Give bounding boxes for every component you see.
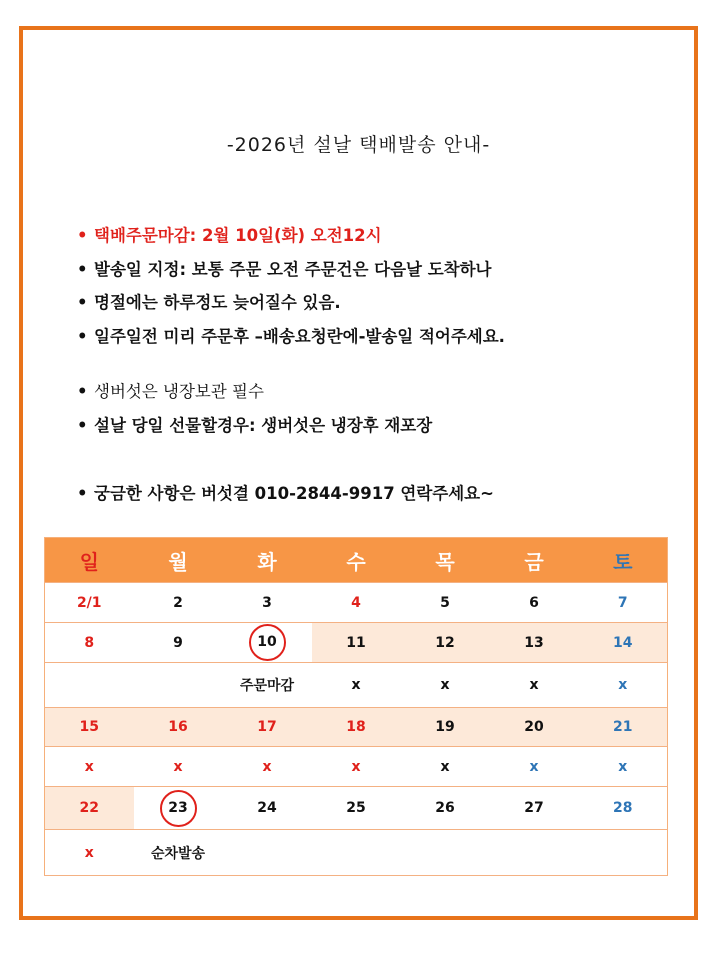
status-cell: x (490, 747, 579, 787)
status-cell: x (45, 747, 134, 787)
status-cell (579, 830, 668, 876)
date-cell: 4 (312, 583, 401, 623)
status-cell (45, 663, 134, 708)
status-cell (490, 830, 579, 876)
february-calendar (44, 537, 668, 876)
date-cell: 7 (579, 583, 668, 623)
notice-title: -2026년 설날 택배발송 안내- (226, 134, 491, 156)
weekday-wed: 수 (312, 538, 401, 583)
status-cell (134, 663, 223, 708)
status-cell (312, 830, 401, 876)
date-cell: 5 (401, 583, 490, 623)
date-cell: 18 (312, 708, 401, 747)
holiday-delay-note: • 명절에는 하루정도 늦어질수 있음. (77, 292, 341, 314)
shipping-start-circle-marker: 23 (160, 790, 197, 827)
date-cell: 2/1 (45, 583, 134, 623)
date-cell: 12 (401, 623, 490, 663)
status-cell: x (401, 663, 490, 708)
date-cell: 3 (223, 583, 312, 623)
date-cell: 28 (579, 787, 668, 830)
date-cell: 15 (45, 708, 134, 747)
deadline-date-cell (223, 623, 312, 663)
status-cell (401, 830, 490, 876)
status-cell: x (312, 747, 401, 787)
date-cell: 22 (45, 787, 134, 830)
refrigeration-note: • 생버섯은 냉장보관 필수 (77, 381, 264, 403)
week-1-row (45, 583, 668, 623)
date-cell: 2 (134, 583, 223, 623)
status-cell: x (134, 747, 223, 787)
weekday-header-row (45, 538, 668, 583)
weekday-thu: 목 (401, 538, 490, 583)
gift-note: • 설날 당일 선물할경우: 생버섯은 냉장후 재포장 (77, 415, 432, 437)
week-2-row (45, 623, 668, 663)
weekday-tue: 화 (223, 538, 312, 583)
contact-note: • 궁금한 사항은 버섯결 010-2844-9917 연락주세요~ (77, 483, 494, 505)
weekday-sun: 일 (45, 538, 134, 583)
order-deadline-note: • 택배주문마감: 2월 10일(화) 오전12시 (77, 225, 382, 247)
week-3-row (45, 708, 668, 747)
week-3-status-row (45, 747, 668, 787)
date-cell: 26 (401, 787, 490, 830)
date-cell: 24 (223, 787, 312, 830)
date-cell: 8 (45, 623, 134, 663)
advance-order-note: • 일주일전 미리 주문후 –배송요청란에-발송일 적어주세요. (77, 326, 505, 348)
date-cell: 17 (223, 708, 312, 747)
date-cell: 9 (134, 623, 223, 663)
status-cell (223, 830, 312, 876)
week-4-status-row (45, 830, 668, 876)
status-cell: x (579, 747, 668, 787)
order-deadline-label: 주문마감 (223, 663, 312, 708)
date-cell: 13 (490, 623, 579, 663)
date-cell: 27 (490, 787, 579, 830)
date-cell: 19 (401, 708, 490, 747)
date-cell: 16 (134, 708, 223, 747)
date-cell: 20 (490, 708, 579, 747)
status-cell: x (223, 747, 312, 787)
date-cell: 14 (579, 623, 668, 663)
weekday-fri: 금 (490, 538, 579, 583)
status-cell: x (312, 663, 401, 708)
status-cell: x (45, 830, 134, 876)
weekday-sat: 토 (579, 538, 668, 583)
status-cell: x (490, 663, 579, 708)
shipping-date-note: • 발송일 지정: 보통 주문 오전 주문건은 다음날 도착하나 (77, 259, 491, 281)
weekday-mon: 월 (134, 538, 223, 583)
status-cell: x (401, 747, 490, 787)
date-cell: 11 (312, 623, 401, 663)
date-cell: 6 (490, 583, 579, 623)
week-4-row (45, 787, 668, 830)
status-cell: x (579, 663, 668, 708)
sequential-shipping-label: 순차발송 (134, 830, 223, 876)
week-2-status-row (45, 663, 668, 708)
date-cell: 21 (579, 708, 668, 747)
date-cell: 25 (312, 787, 401, 830)
shipping-start-date-cell (134, 787, 223, 830)
deadline-circle-marker: 10 (249, 624, 286, 661)
